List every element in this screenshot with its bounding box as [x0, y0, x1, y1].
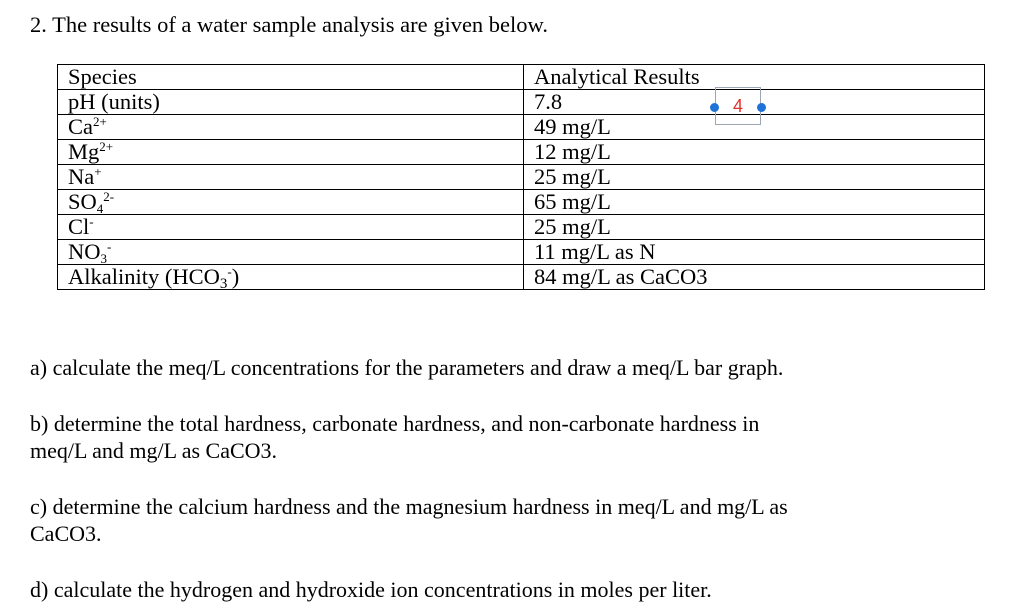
question-b-line2: meq/L and mg/L as CaCO3.: [30, 438, 278, 463]
species-name: pH (units): [68, 89, 160, 114]
species-subscript: 3: [219, 276, 228, 290]
result-cell: 25 mg/L: [524, 165, 985, 190]
question-c-line2: CaCO3.: [30, 521, 102, 546]
species-name: NO: [68, 239, 101, 264]
species-cell: [58, 115, 524, 140]
table-row: [58, 140, 985, 165]
table-header-row: [58, 65, 985, 90]
table-row: [58, 165, 985, 190]
page-marker[interactable]: [710, 87, 766, 127]
species-charge: -: [227, 264, 232, 279]
species-charge: 2+: [99, 139, 114, 154]
header-analytical-results: Analytical Results: [524, 65, 985, 90]
question-b-line1: b) determine the total hardness, carbonate hardness, and non-carbonate hardness in: [30, 411, 760, 436]
table-row: [58, 215, 985, 240]
species-name: Na: [68, 164, 95, 189]
marker-left-dot-icon[interactable]: [710, 103, 719, 112]
species-cell: [58, 190, 524, 215]
question-c: [30, 493, 990, 547]
species-cell: [58, 215, 524, 240]
species-subscript: 3: [100, 251, 107, 265]
result-cell: 65 mg/L: [524, 190, 985, 215]
species-name: Cl: [68, 214, 90, 239]
result-cell: 25 mg/L: [524, 215, 985, 240]
species-subscript: 4: [96, 201, 104, 215]
species-name: SO: [68, 189, 97, 214]
species-name: Mg: [68, 139, 100, 164]
question-b: [30, 410, 990, 464]
table-row: [58, 115, 985, 140]
species-cell: [58, 90, 524, 115]
species-cell: [58, 265, 524, 290]
marker-right-dot-icon[interactable]: [757, 103, 766, 112]
species-cell: [58, 165, 524, 190]
species-charge: +: [94, 164, 102, 179]
analysis-table: [57, 64, 985, 290]
table-row: [58, 90, 985, 115]
table-row: [58, 265, 985, 290]
species-name: Alkalinity (HCO: [68, 264, 220, 289]
result-cell: 7.8: [524, 90, 985, 115]
table-row: [58, 240, 985, 265]
species-name: Ca: [68, 114, 93, 139]
species-charge: 2+: [93, 114, 107, 129]
header-species: Species: [58, 65, 524, 90]
problem-title: 2. The results of a water sample analysis are given below.: [30, 12, 548, 37]
species-charge: 2-: [103, 189, 115, 204]
species-charge: -: [107, 239, 112, 254]
result-cell: 12 mg/L: [524, 140, 985, 165]
question-a-text: a) calculate the meq/L concentrations for the parameters and draw a meq/L bar graph.: [30, 355, 784, 380]
result-cell: 11 mg/L as N: [524, 240, 985, 265]
table-row: [58, 190, 985, 215]
species-suffix: ): [231, 264, 240, 289]
question-c-line1: c) determine the calcium hardness and the magnesium hardness in meq/L and mg/L as: [30, 494, 788, 519]
question-d: [30, 576, 990, 603]
species-charge: -: [89, 214, 94, 229]
result-cell: 49 mg/L: [524, 115, 985, 140]
species-cell: [58, 140, 524, 165]
species-cell: [58, 240, 524, 265]
result-cell: 84 mg/L as CaCO3: [524, 265, 985, 290]
marker-number: 4: [732, 96, 743, 116]
question-d-text: d) calculate the hydrogen and hydroxide ion concentrations in moles per liter.: [30, 577, 712, 602]
question-a: [30, 354, 990, 381]
